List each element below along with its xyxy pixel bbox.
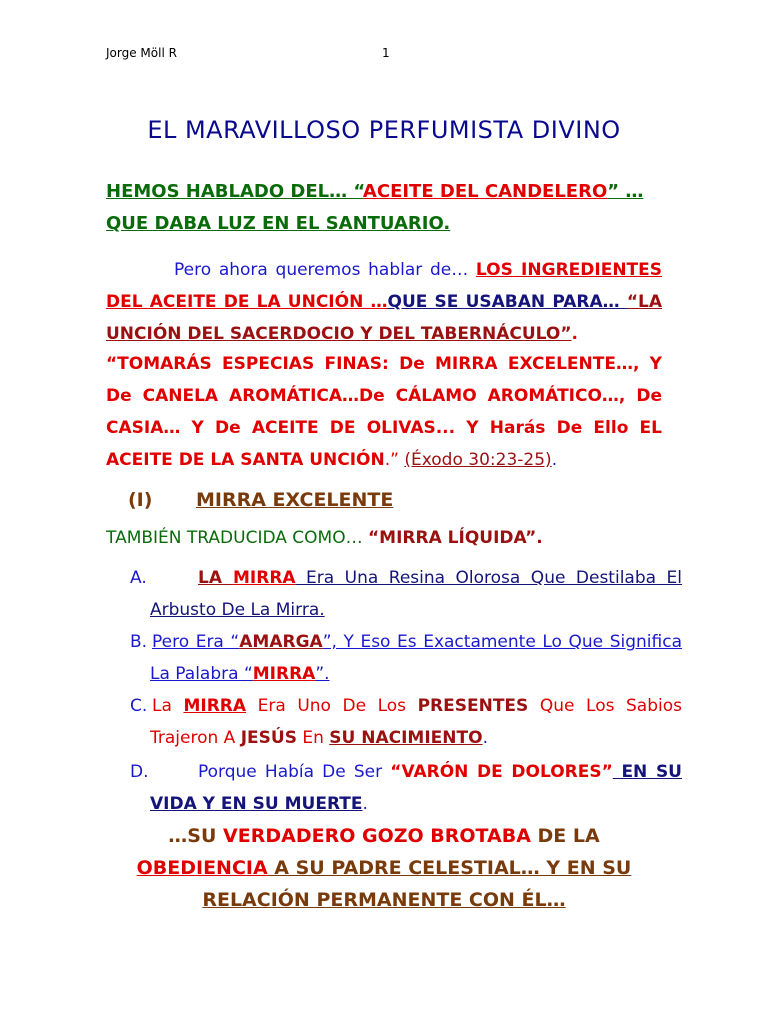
list-item: [130, 756, 682, 820]
intro-text-b: ACEITE DEL CANDELERO: [362, 181, 608, 202]
para2-text-a: Pero ahora queremos hablar de…: [174, 260, 476, 280]
para2-text-b: LOS INGREDIENTES DEL ACEITE DE LA UNCIÓN …: [106, 260, 663, 312]
paragraph-ingredientes: [106, 254, 662, 350]
closing-text-c: DE LA: [530, 825, 600, 847]
list-item-text: Que Los Sabios Trajeron A: [150, 696, 682, 748]
tambien-line: [106, 522, 662, 554]
list-item-text: .: [482, 728, 488, 748]
section-number: (I): [128, 489, 153, 511]
list-item: [130, 626, 682, 690]
list-item-label: A.: [130, 568, 147, 588]
list-item-text: La: [152, 696, 184, 716]
tambien-text-a: TAMBIÉN TRADUCIDA COMO…: [106, 528, 368, 548]
para2-text-e: .: [571, 324, 579, 344]
list-item-text: SU NACIMIENTO: [329, 728, 483, 748]
list-item: [130, 562, 682, 626]
list-item-text: Porque Había De Ser: [198, 762, 391, 782]
intro-paragraph: [106, 176, 662, 240]
quote-text-d: .: [551, 450, 558, 470]
list-item-text: Era Una Resina Olorosa Que Destilaba El Arbusto De La Mirra.: [150, 568, 682, 620]
intro-text-a: HEMOS HABLADO DEL… “: [106, 181, 363, 202]
closing-text-a: …SU: [168, 825, 224, 847]
quote-text-b: .”: [384, 450, 405, 470]
list-item-text: PRESENTES: [417, 696, 529, 716]
list-item-text: AMARGA: [239, 632, 323, 652]
list-item-text: EN SU VIDA Y EN SU MUERTE: [150, 762, 682, 814]
intro-text-c: ” … QUE DABA LUZ EN EL SANTUARIO.: [106, 181, 644, 234]
list-item-text: Era: [246, 696, 298, 716]
closing-statement: [106, 820, 662, 916]
list-item-text: ”, Y Eso Es Exactamente Lo Que Significa La Palabra “: [150, 632, 682, 684]
header-author: Jorge Möll R: [106, 46, 177, 60]
tambien-text-b: “MIRRA LÍQUIDA”: [367, 528, 537, 548]
list-item-text: ”.: [315, 664, 330, 684]
list-item-text: LA: [198, 568, 233, 588]
quote-paragraph: [106, 348, 662, 476]
page-number: 1: [382, 46, 390, 60]
page-title: EL MARAVILLOSO PERFUMISTA DIVINO: [147, 116, 621, 144]
para2-text-d: “LA UNCIÓN DEL SACERDOCIO Y DEL TABERNÁCULO”: [106, 292, 662, 344]
para2-text-c: QUE SE USABAN PARA…: [387, 292, 627, 312]
list-item-text: MIRRA: [232, 568, 296, 588]
list-item-text: MIRRA: [183, 696, 247, 716]
list-item-text: “VARÓN DE DOLORES”: [390, 762, 613, 782]
tambien-text-c: .: [536, 528, 543, 548]
list-item-text: JESÚS: [240, 728, 297, 748]
list-item-label: C.: [130, 696, 148, 716]
section-label: MIRRA EXCELENTE: [196, 489, 394, 511]
closing-text-b: VERDADERO GOZO BROTABA: [223, 825, 531, 847]
list-item-label: D.: [130, 762, 149, 782]
closing-text-e: A SU PADRE CELESTIAL… Y EN SU RELACIÓN PERMANENTE CON ÉL…: [202, 857, 632, 911]
list-item-text: En: [296, 728, 330, 748]
list-item-text: MIRRA: [252, 664, 316, 684]
list-item-text: Uno De Los: [297, 696, 418, 716]
list-item-label: B.: [130, 632, 148, 652]
quote-reference: (Éxodo 30:23-25): [404, 450, 552, 470]
list-item-text: .: [362, 794, 368, 814]
quote-text-a: “TOMARÁS ESPECIAS FINAS: De MIRRA EXCELENTE…, Y De CANELA AROMÁTICA…De CÁLAMO AROMÁTICO…, De CASIA… Y De ACEITE DE OLIVAS... Y Harás De Ello EL ACEITE DE LA SANTA UNCIÓN: [106, 354, 662, 470]
closing-text-d: OBEDIENCIA: [136, 857, 268, 879]
section-heading: [106, 484, 662, 516]
list-item-text: Pero Era “: [152, 632, 240, 652]
list-item: [130, 690, 682, 754]
